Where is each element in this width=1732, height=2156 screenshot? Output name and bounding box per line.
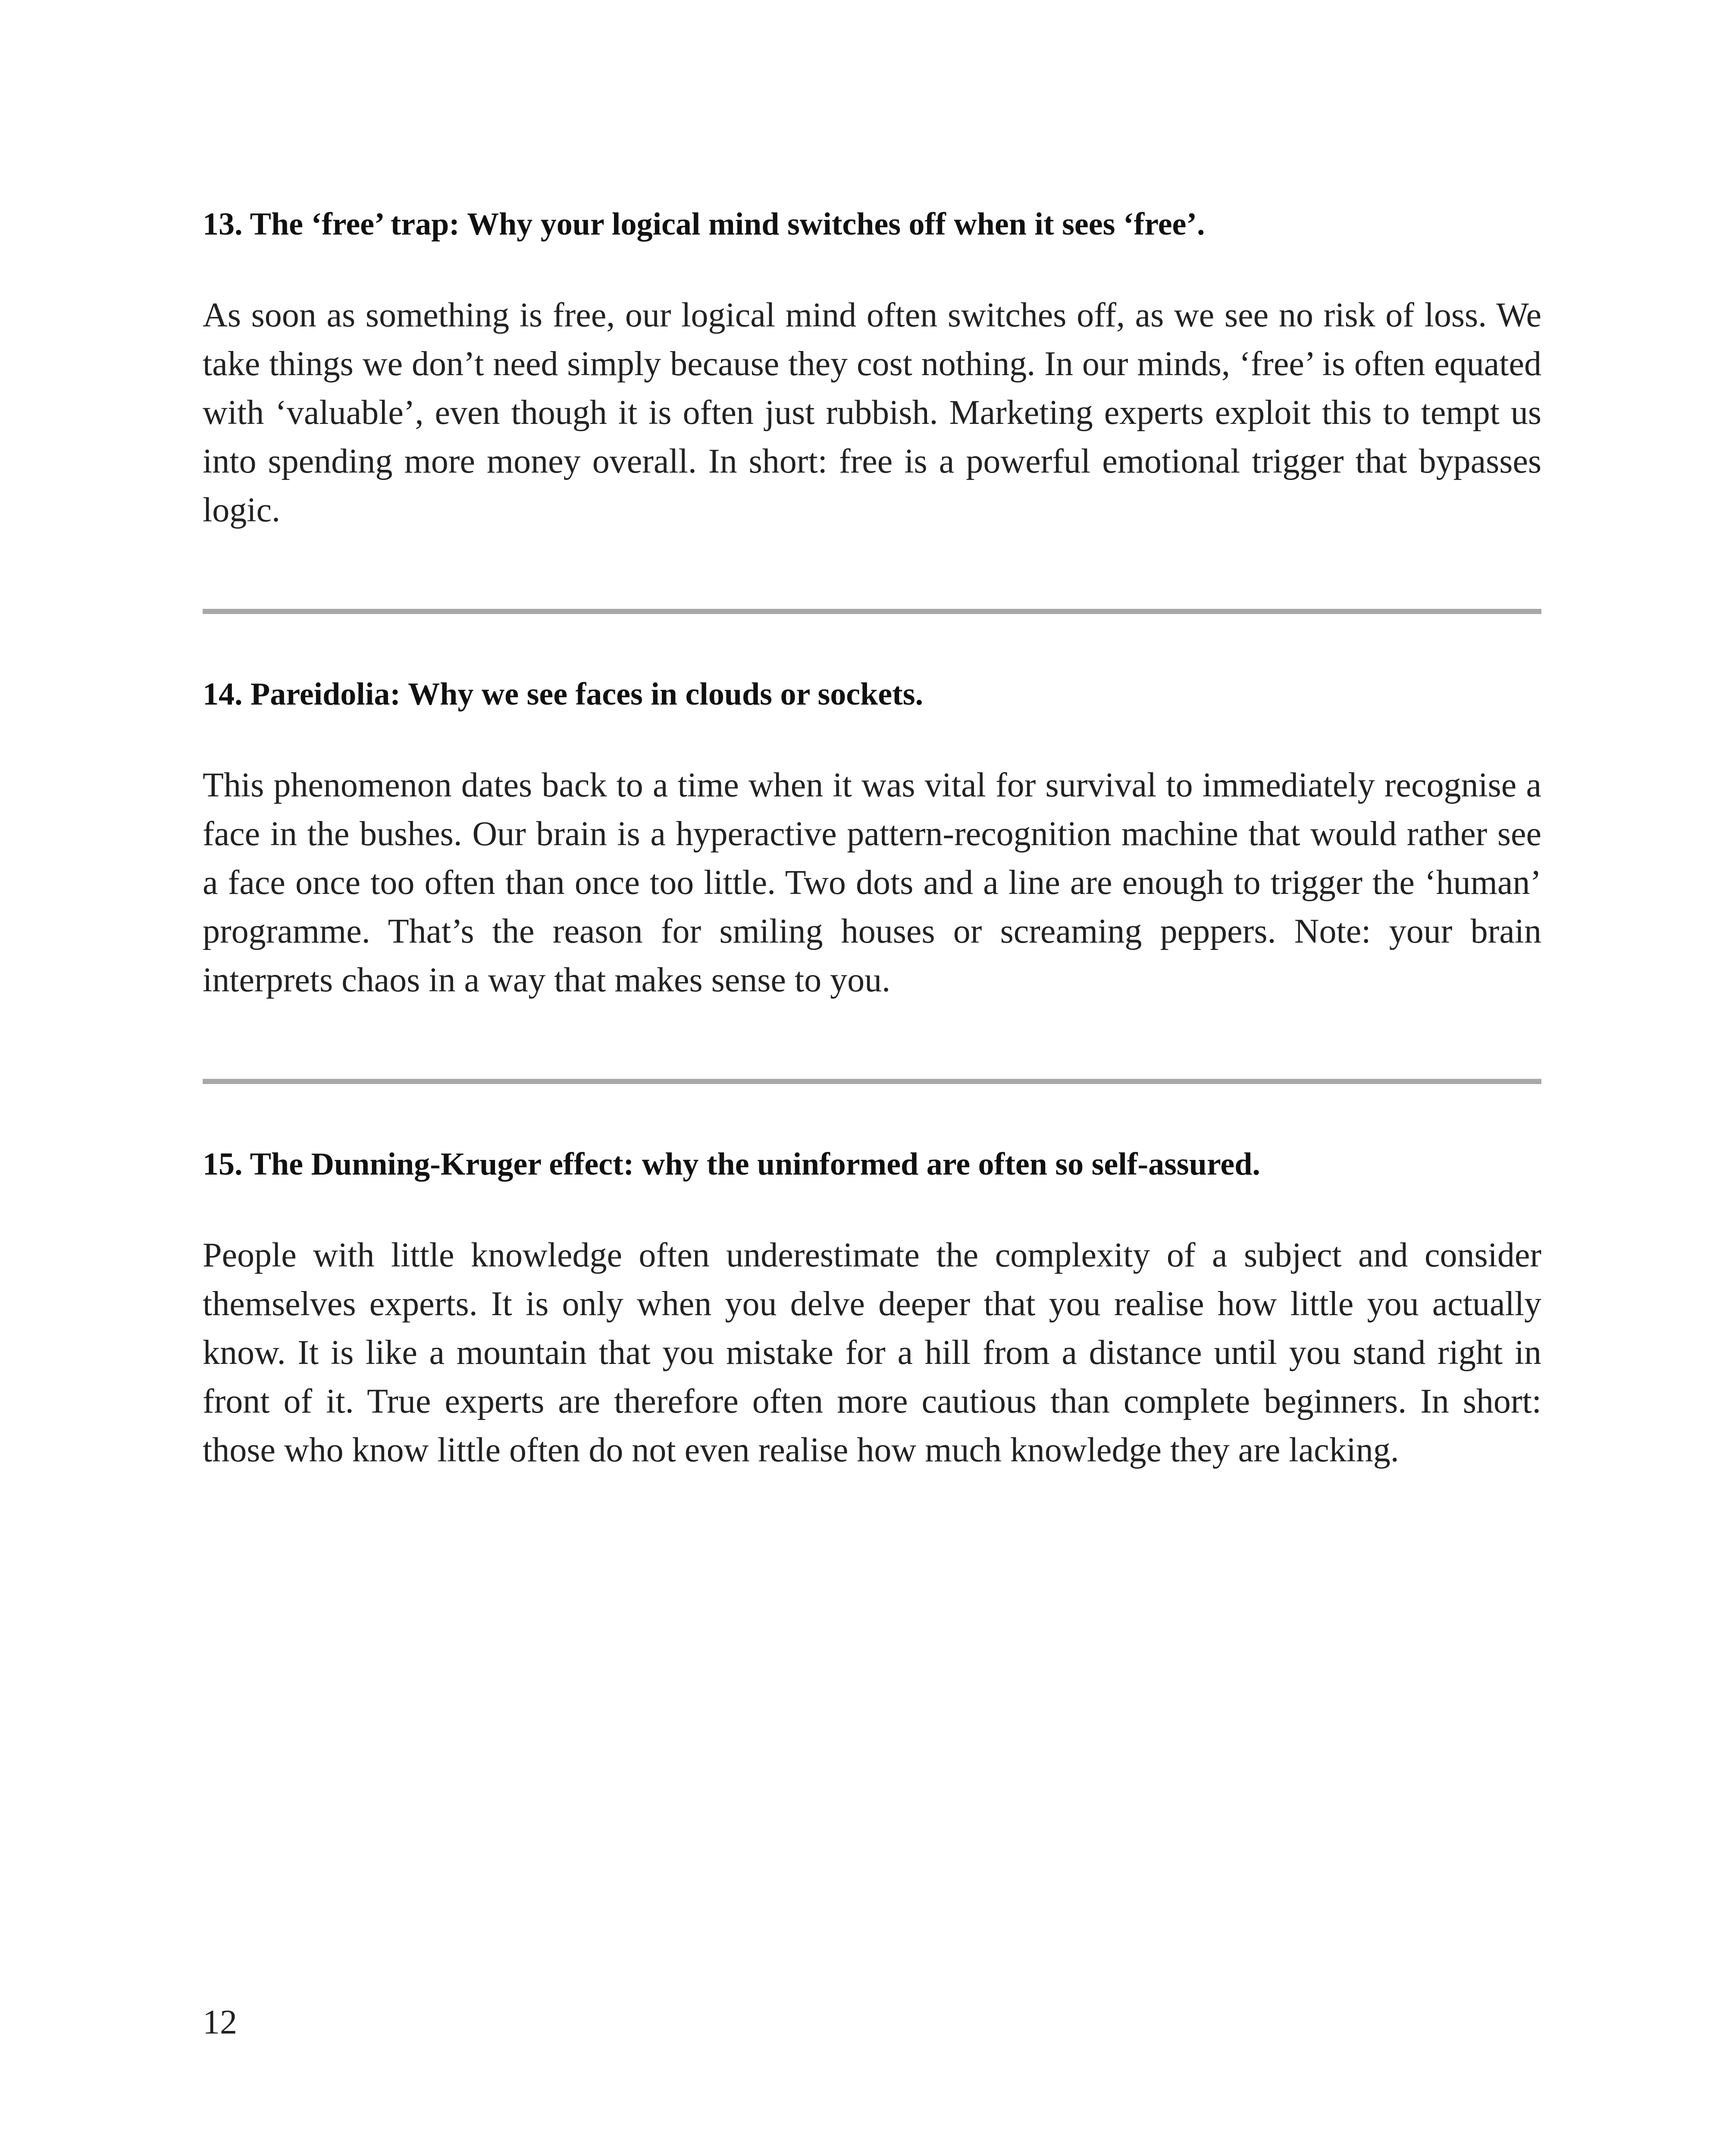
section-body: As soon as something is free, our logical mind often switches off, as we see no risk of loss. We take things we don’t need simply because they cost nothing. In our minds, ‘free’ is often equated with ‘valuable’, even though it is often just rubbish. Marketing experts exploit this to tempt us into spending more money overall. In short: free is a powerful emotional trigger that bypasses logic.: [203, 296, 1541, 529]
section-heading: 13. The ‘free’ trap: Why your logical mind switches off when it sees ‘free’.: [203, 207, 1205, 242]
section-body: People with little knowledge often underestimate the complexity of a subject and consider themselves experts. It is only when you delve deeper that you realise how little you actually know. It is like a mountain that you mistake for a hill from a distance until you stand right in front of it. True experts are therefore often more cautious than complete beginners. In short: those who know little often do not even realise how much knowledge they are lacking.: [203, 1236, 1541, 1469]
page-number: 12: [203, 2003, 237, 2041]
section-13: [203, 203, 1541, 535]
section-body: This phenomenon dates back to a time when it was vital for survival to immediately recognise a face in the bushes. Our brain is a hyperactive pattern-recognition machine that would rather see a face once too often than once too little. Two dots and a line are enough to trigger the ‘human’ programme. That’s the reason for smiling houses or screaming peppers. Note: your brain interprets chaos in a way that makes sense to you.: [203, 766, 1541, 999]
section-15: [203, 1143, 1541, 1475]
section-heading: 15. The Dunning-Kruger effect: why the uninformed are often so self-assured.: [203, 1147, 1260, 1182]
section-14: [203, 673, 1541, 1005]
section-divider: [203, 609, 1541, 614]
section-divider: [203, 1079, 1541, 1084]
section-heading: 14. Pareidolia: Why we see faces in clouds or sockets.: [203, 677, 924, 712]
